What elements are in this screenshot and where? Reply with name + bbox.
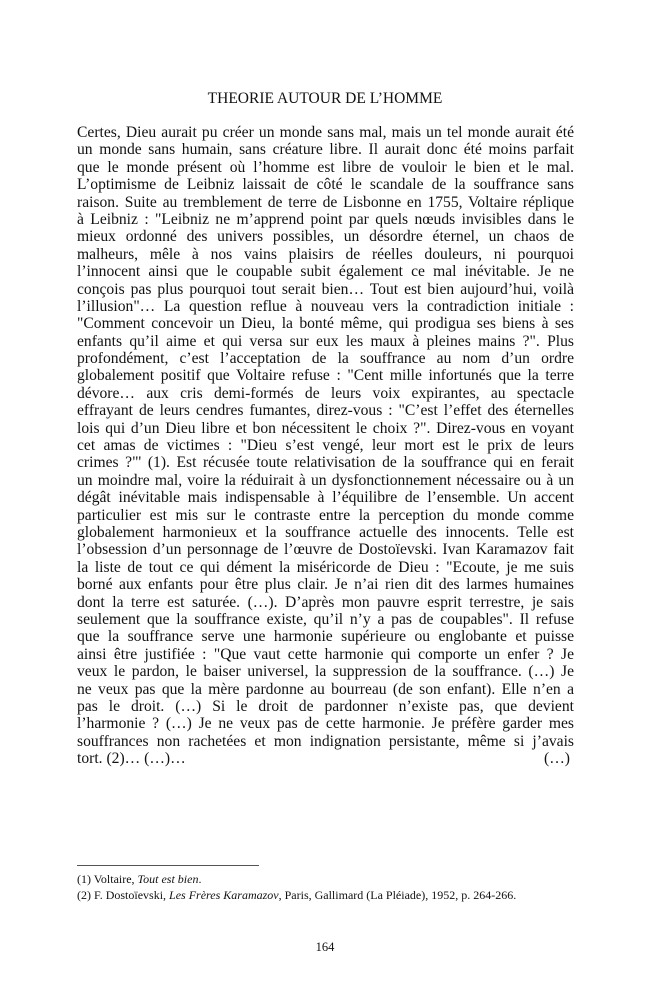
text-line: L’optimisme de Leibniz laissait de côté le scandale de la souffrance sans [77, 176, 574, 194]
text-line: la liste de tout ce qui dément la miséricorde de Dieu : "Ecoute, je me suis [77, 558, 574, 576]
last-line-text: tort. (2)… (…)… [77, 750, 186, 768]
footnote [77, 871, 516, 887]
text-line: ainsi être justifiée : "Que vaut cette harmonie qui comporte un enfer ? Je [77, 645, 574, 663]
footnote-work-title: Tout est bien [137, 872, 199, 886]
text-line: l’harmonie ? (…) Je ne veux pas de cette harmonie. Je préfère garder mes [77, 715, 574, 733]
ellipsis-mark: (…) [544, 750, 570, 768]
footnote-text: . [198, 872, 202, 886]
text-line: dégât inévitable mais indispensable à l’équilibre de l’ensemble. Un accent [77, 489, 574, 507]
text-line: pas le droit. (…) Si le droit de pardonner n’existe pas, que devient [77, 697, 574, 715]
text-line: globalement harmonieux et la souffrance actuelle des innocents. Telle est [77, 523, 574, 541]
text-line: cet amas de victimes : "Dieu s’est vengé, leur mort est le prix de leurs [77, 437, 574, 455]
text-line: raison. Suite au tremblement de terre de Lisbonne en 1755, Voltaire réplique [77, 193, 574, 211]
text-line: effrayant de leurs cendres fumantes, direz-vous : "C’est l’effet des éternelles [77, 402, 574, 420]
chapter-title: THEORIE AUTOUR DE L’HOMME [207, 90, 443, 107]
text-line: dont la terre est saturée. (…). D’après mon pauvre esprit terrestre, je sais [77, 593, 574, 611]
text-line: que le monde présent où l’homme est libre de vouloir le bien et le mal. [77, 158, 574, 176]
footnote [77, 887, 516, 903]
text-line: enfants qu’il aime et qui versa sur eux les maux à pleines mains ?". Plus [77, 332, 574, 350]
footnote-work-title: Les Frères Karamazov [169, 888, 279, 902]
footnotes [77, 871, 516, 903]
text-line: dévore… aux cris demi-formés de leurs voix expirantes, au spectacle [77, 384, 574, 402]
page-number: 164 [315, 940, 335, 954]
text-line: globalement positif que Voltaire refuse : "Cent mille infortunés que la terre [77, 367, 574, 385]
text-line: l’obsession d’un personnage de l’œuvre de Dostoïevski. Ivan Karamazov fait [77, 541, 574, 559]
text-line: conçois pas plus pourquoi tout serait bien… Tout est bien aujourd’hui, voilà [77, 280, 574, 298]
text-line: seulement que la souffrance existe, qu’il n’y a pas de coupables". Il refuse [77, 610, 574, 628]
text-line: souffrances non rachetées et mon indignation persistante, même si j’avais [77, 732, 574, 750]
text-line: veux le pardon, le baiser universel, la suppression de la souffrance. (…) Je [77, 663, 574, 681]
text-line: ne veux pas que la mère pardonne au bourreau (de son enfant). Elle n’en a [77, 680, 574, 698]
text-line: l’innocent ainsi que le coupable subit également ce mal inévitable. Je ne [77, 263, 574, 281]
footnote-text: (1) Voltaire, [77, 872, 138, 886]
footnote-divider [77, 865, 259, 866]
text-line: crimes ?"' (1). Est récusée toute relativisation de la souffrance qui en ferait [77, 454, 574, 472]
text-line: que la souffrance serve une harmonie supérieure ou englobante et puisse [77, 628, 574, 646]
text-line-last [77, 750, 574, 767]
footnote-text: , Paris, Gallimard (La Pléiade), 1952, p. 264-266. [278, 888, 517, 902]
text-line: mieux ordonné des univers possibles, un désordre éternel, un chaos de [77, 228, 574, 246]
text-line: Certes, Dieu aurait pu créer un monde sans mal, mais un tel monde aurait été [77, 124, 574, 141]
text-line: l’illusion"… La question reflue à nouveau vers la contradiction initiale : [77, 297, 574, 315]
text-line: "Comment concevoir un Dieu, la bonté même, qui prodigua ses biens à ses [77, 315, 574, 333]
text-line: borné aux enfants pour être plus clair. Je n’ai rien dit des larmes humaines [77, 576, 574, 594]
text-line: lois qui d’un Dieu libre et bon nécessitent le choix ?". Direz-vous en voyant [77, 419, 574, 437]
text-line: un monde sans humain, sans créature libre. Il aurait donc été moins parfait [77, 141, 574, 159]
text-line: un moindre mal, voire la réduirait à un dysfonctionnement nécessaire ou à un [77, 471, 574, 489]
text-line: profondément, c’est l’acceptation de la souffrance au nom d’un ordre [77, 350, 574, 368]
text-line: malheurs, mêle à nos vains plaisirs de réelles douleurs, ni pourquoi [77, 245, 574, 263]
footnote-text: (2) F. Dostoïevski, [77, 888, 170, 902]
text-line: particulier est mis sur le contraste entre la perception du monde comme [77, 506, 574, 524]
body-text [77, 124, 574, 767]
text-line: à Leibniz : "Leibniz ne m’apprend point par quels nœuds invisibles dans le [77, 210, 574, 228]
